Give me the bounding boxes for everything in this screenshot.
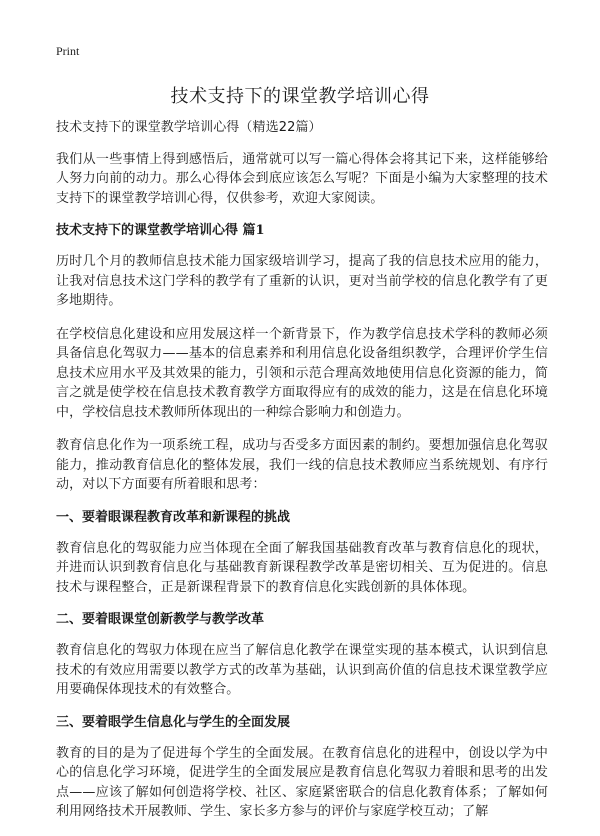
article-subtitle: 技术支持下的课堂教学培训心得（精选22篇） — [56, 120, 322, 135]
page-title: 技术支持下的课堂教学培训心得 — [170, 86, 430, 107]
intro-paragraph: 我们从一些事情上得到感悟后，通常就可以写一篇心得体会将其记下来，这样能够给人努力向前的动力。那么心得体会到底应该怎么写呢？下面是小编为大家整理的技术支持下的课堂教学培训心得，仅供参考，欢迎大家阅读。 — [56, 151, 548, 206]
section-heading: 技术支持下的课堂教学培训心得 篇1 — [56, 223, 265, 238]
body-paragraph: 在学校信息化建设和应用发展这样一个新背景下，作为教学信息技术学科的教师必须具备信息化驾驭力——基本的信息素养和利用信息化设备组织教学，合理评价学生信息技术应用水平及其效果的能力，引领和示范合理高效地使用信息化资源的能力，简言之就是使学校在信息技术教育教学方面取得应有的成效的能力，这是在信息化环境中，学校信息技术教师所体现出的一种综合影响力和创造力。 — [56, 326, 548, 420]
body-paragraph: 历时几个月的教师信息技术能力国家级培训学习，提高了我的信息技术应用的能力，让我对信息技术这门学科的教学有了重新的认识，更对当前学校的信息化教学有了更多地期待。 — [56, 254, 548, 308]
point-body-2: 教育信息化的驾驭力体现在应当了解信息化教学在课堂实现的基本模式，认识到信息技术的有效应用需要以教学方式的改革为基础，认识到高价值的信息技术课堂教学应用要确保体现技术的有效整合。 — [56, 643, 548, 697]
point-heading-2: 二、要着眼课堂创新教学与教学改革 — [56, 612, 265, 627]
print-link[interactable]: Print — [56, 44, 80, 58]
article-body — [56, 118, 548, 836]
point-heading-1: 一、要着眼课程教育改革和新课程的挑战 — [56, 509, 291, 525]
point-body-1: 教育信息化的驾驭能力应当体现在全面了解我国基础教育改革与教育信息化的现状，并进而认识到教育信息化与基础教育新课程教学改革是密切相关、互为促进的。信息技术与课程整合，正是新课程背景下的教育信息化实践创新的具体体现。 — [56, 540, 548, 595]
point-body-3: 教育的目的是为了促进每个学生的全面发展。在教育信息化的进程中，创设以学为中心的信息化学习环境，促进学生的全面发展应是教育信息化驾驭力着眼和思考的出发点——应该了解如何创造将学校、社区、家庭紧密联合的信息化教育体系；了解如何利用网络技术开展教师、学生、家长多方参与的评价与家庭学校互动；了解 — [56, 745, 548, 819]
point-heading-3: 三、要着眼学生信息化与学生的全面发展 — [56, 714, 291, 730]
body-paragraph: 教育信息化作为一项系统工程，成功与否受多方面因素的制约。要想加强信息化驾驭能力，推动教育信息化的整体发展，我们一线的信息技术教师应当系统规划、有序行动，对以下方面要有所着眼和思考： — [56, 438, 548, 492]
